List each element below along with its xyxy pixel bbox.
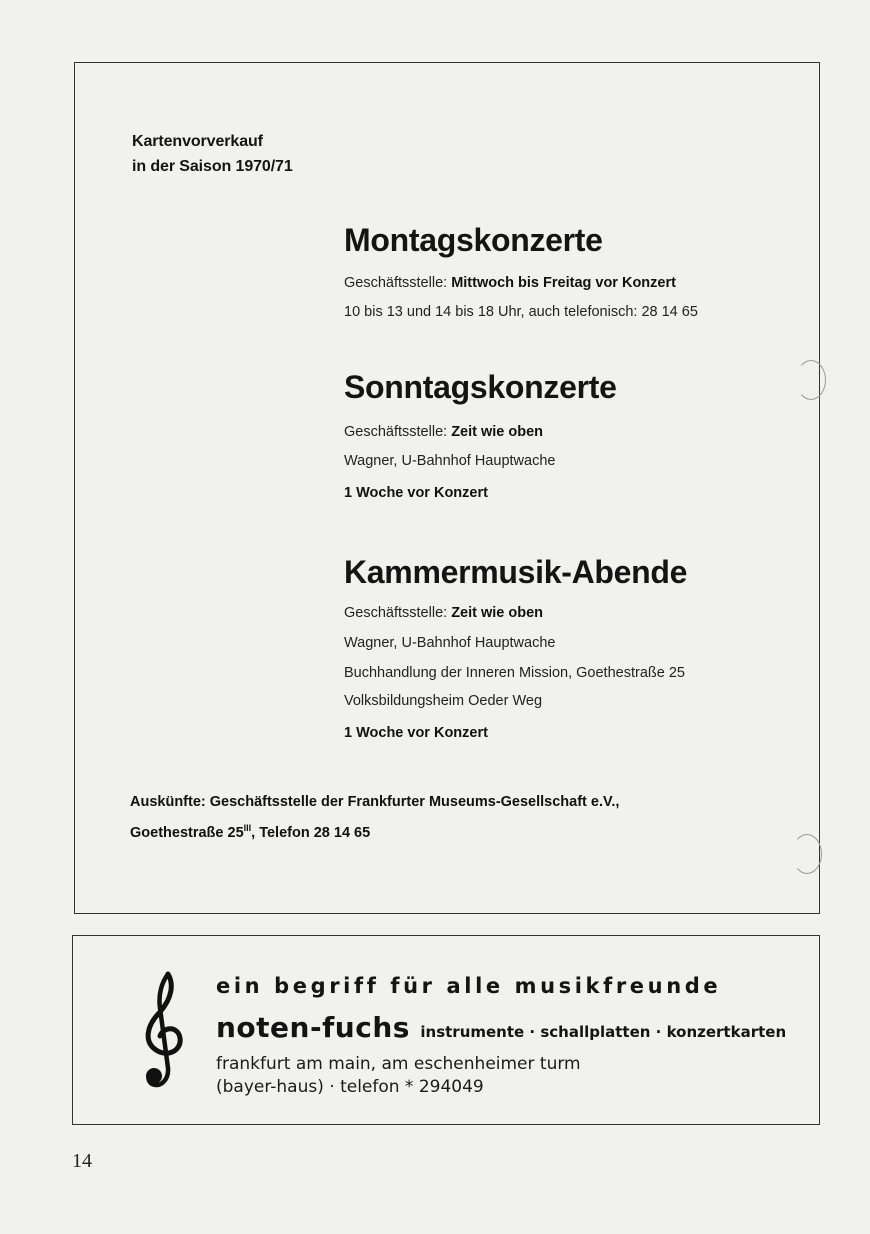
sonntag-office-time: Zeit wie oben: [451, 424, 544, 440]
kammer-office-label: Geschäftsstelle:: [344, 605, 452, 621]
ad-brand: noten-fuchs: [216, 1011, 410, 1044]
montag-hours: 10 bis 13 und 14 bis 18 Uhr, auch telefonisch: 28 14 65: [344, 304, 698, 320]
info-phone: , Telefon 28 14 65: [251, 824, 371, 841]
info-line-2: [130, 815, 619, 846]
ad-brand-sub: instrumente · schallplatten · konzertkarten: [420, 1023, 787, 1041]
montag-office-label: Geschäftsstelle:: [344, 275, 452, 291]
binder-ring-icon: [796, 360, 826, 400]
page-number: 14: [72, 1150, 92, 1172]
info-street: Goethestraße 25: [130, 824, 244, 841]
montag-office-time: Mittwoch bis Freitag vor Konzert: [451, 275, 676, 291]
kammer-place-2: Buchhandlung der Inneren Mission, Goethestraße 25: [344, 665, 685, 681]
intro-line-2: in der Saison 1970/71: [132, 158, 293, 175]
ad-slogan: ein begriff für alle musikfreunde: [216, 974, 722, 998]
kammer-note: 1 Woche vor Konzert: [344, 725, 488, 741]
info-line-1: Auskünfte: Geschäftsstelle der Frankfurter Museums-Gesellschaft e.V.,: [130, 794, 620, 810]
ad-address: [216, 1053, 581, 1099]
sonntag-place-1: Wagner, U-Bahnhof Hauptwache: [344, 453, 556, 469]
sonntag-office-label: Geschäftsstelle:: [344, 424, 452, 440]
binder-ring-icon: [792, 834, 822, 874]
montag-office-line: [344, 275, 676, 291]
sonntag-note: 1 Woche vor Konzert: [344, 485, 488, 501]
kammer-place-1: Wagner, U-Bahnhof Hauptwache: [344, 635, 556, 651]
info-floor: III: [243, 823, 252, 833]
montag-title: Montagskonzerte: [344, 222, 603, 258]
ad-address-1: frankfurt am main, am eschenheimer turm: [216, 1054, 581, 1074]
sonntag-office-line: [344, 424, 543, 440]
kammer-place-3: Volksbildungsheim Oeder Weg: [344, 693, 543, 709]
intro-line-1: Kartenvorverkauf: [132, 133, 263, 150]
treble-clef-icon: [138, 968, 190, 1096]
kammer-office-line: [344, 605, 543, 621]
ad-brand-line: [216, 1011, 786, 1044]
kammer-title: Kammermusik-Abende: [344, 554, 688, 590]
intro-heading: [132, 129, 293, 179]
info-block: [130, 789, 619, 846]
ad-address-2: (bayer-haus) · telefon * 294049: [216, 1077, 484, 1097]
sonntag-title: Sonntagskonzerte: [344, 369, 617, 405]
kammer-office-time: Zeit wie oben: [451, 605, 544, 621]
